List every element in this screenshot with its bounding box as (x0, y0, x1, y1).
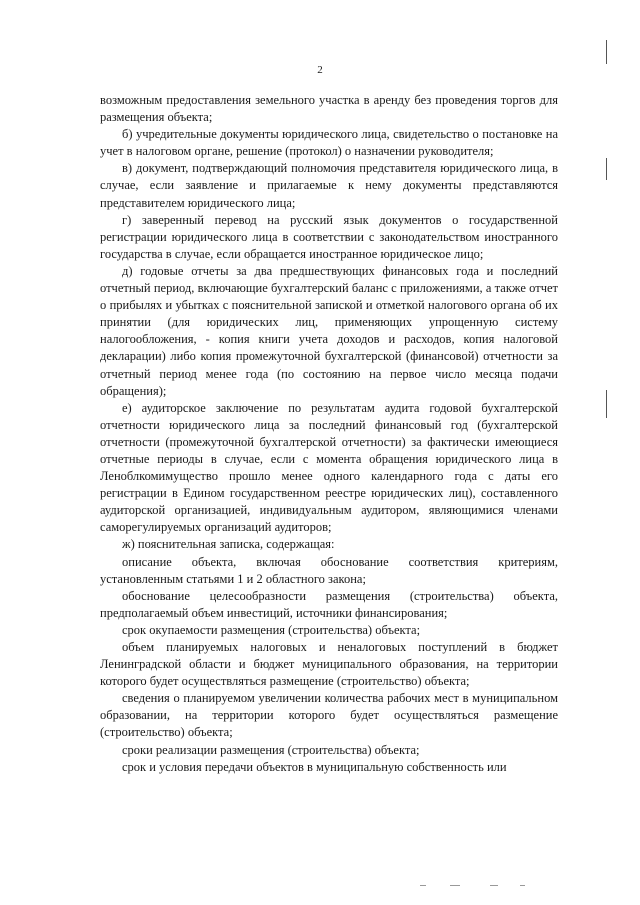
paragraph-subitem: срок окупаемости размещения (строительства) объекта; (122, 622, 421, 637)
paragraph-item-v: в) документ, подтверждающий полномочия представителя юридического лица, в случае, если заявление и прилагаемые к нему документы представляются представителем юридического лица; (100, 161, 558, 210)
scan-margin-mark (606, 390, 607, 418)
paragraph-item-g: г) заверенный перевод на русский язык документов о государственной регистрации юридического лица в соответствии с законодательством иностранного государства в случае, если обращается иностранное юридическое лицо; (100, 212, 558, 261)
paragraph-continuation: возможным предоставления земельного участка в аренду без проведения торгов для размещения объекта; (100, 93, 558, 125)
paragraph-item-zh: ж) пояснительная записка, содержащая: (122, 537, 335, 552)
scan-artifacts (420, 883, 540, 889)
paragraph-subitem: обоснование целесообразности размещения (строительства) объекта, предполагаемый объем инвестиций, источники финансирования; (100, 588, 558, 620)
paragraph-subitem: описание объекта, включая обоснование соответствия критериям, установленным статьями 1 и 2 областного закона; (100, 554, 558, 586)
scan-margin-mark (606, 158, 607, 180)
paragraph-subitem: сведения о планируемом увеличении количества рабочих мест в муниципальном образовании, на территории которого будет осуществляться размещение (строительство) объекта; (100, 691, 558, 740)
paragraph-item-e: е) аудиторское заключение по результатам аудита годовой бухгалтерской отчетности юридического лица за последний финансовый год (бухгалтерской отчетности (промежуточной бухгалтерской отчетности) за фактически имеющиеся отчетные периоды в случае, если с момента обращения юридического лица в Леноблкомимущество прошло менее одного календарного года с даты его регистрации в Едином государственном реестре юридических лиц), составленного аудиторской организацией, индивидуальным аудитором, являющимися членами саморегулируемых организаций аудиторов; (100, 400, 558, 535)
page-number: 2 (317, 64, 323, 76)
paragraph-item-b: б) учредительные документы юридического лица, свидетельство о постановке на учет в налоговом органе, решение (протокол) о назначении руководителя; (100, 127, 558, 159)
paragraph-subitem: срок и условия передачи объектов в муниципальную собственность или (122, 759, 507, 774)
paragraph-subitem: сроки реализации размещения (строительства) объекта; (122, 742, 420, 757)
paragraph-subitem: объем планируемых налоговых и неналоговых поступлений в бюджет Ленинградской области и бюджет муниципального образования, на территории которого будет осуществляться размещение (строительство) объекта; (100, 640, 558, 689)
paragraph-item-d: д) годовые отчеты за два предшествующих финансовых года и последний отчетный период, включающие бухгалтерский баланс с приложениями, а также отчет о прибылях и убытках с пояснительной запиской и отметкой налогового органа об их принятии (для юридических лиц, применяющих упрощенную систему налогообложения, - копия книги учета доходов и расходов, копия налоговой декларации) либо копия промежуточной бухгалтерской (финансовой) отчетности за отчетный период менее года (по состоянию на первое число месяца подачи обращения); (100, 263, 558, 398)
document-body (100, 92, 558, 776)
scan-margin-mark (606, 40, 607, 64)
